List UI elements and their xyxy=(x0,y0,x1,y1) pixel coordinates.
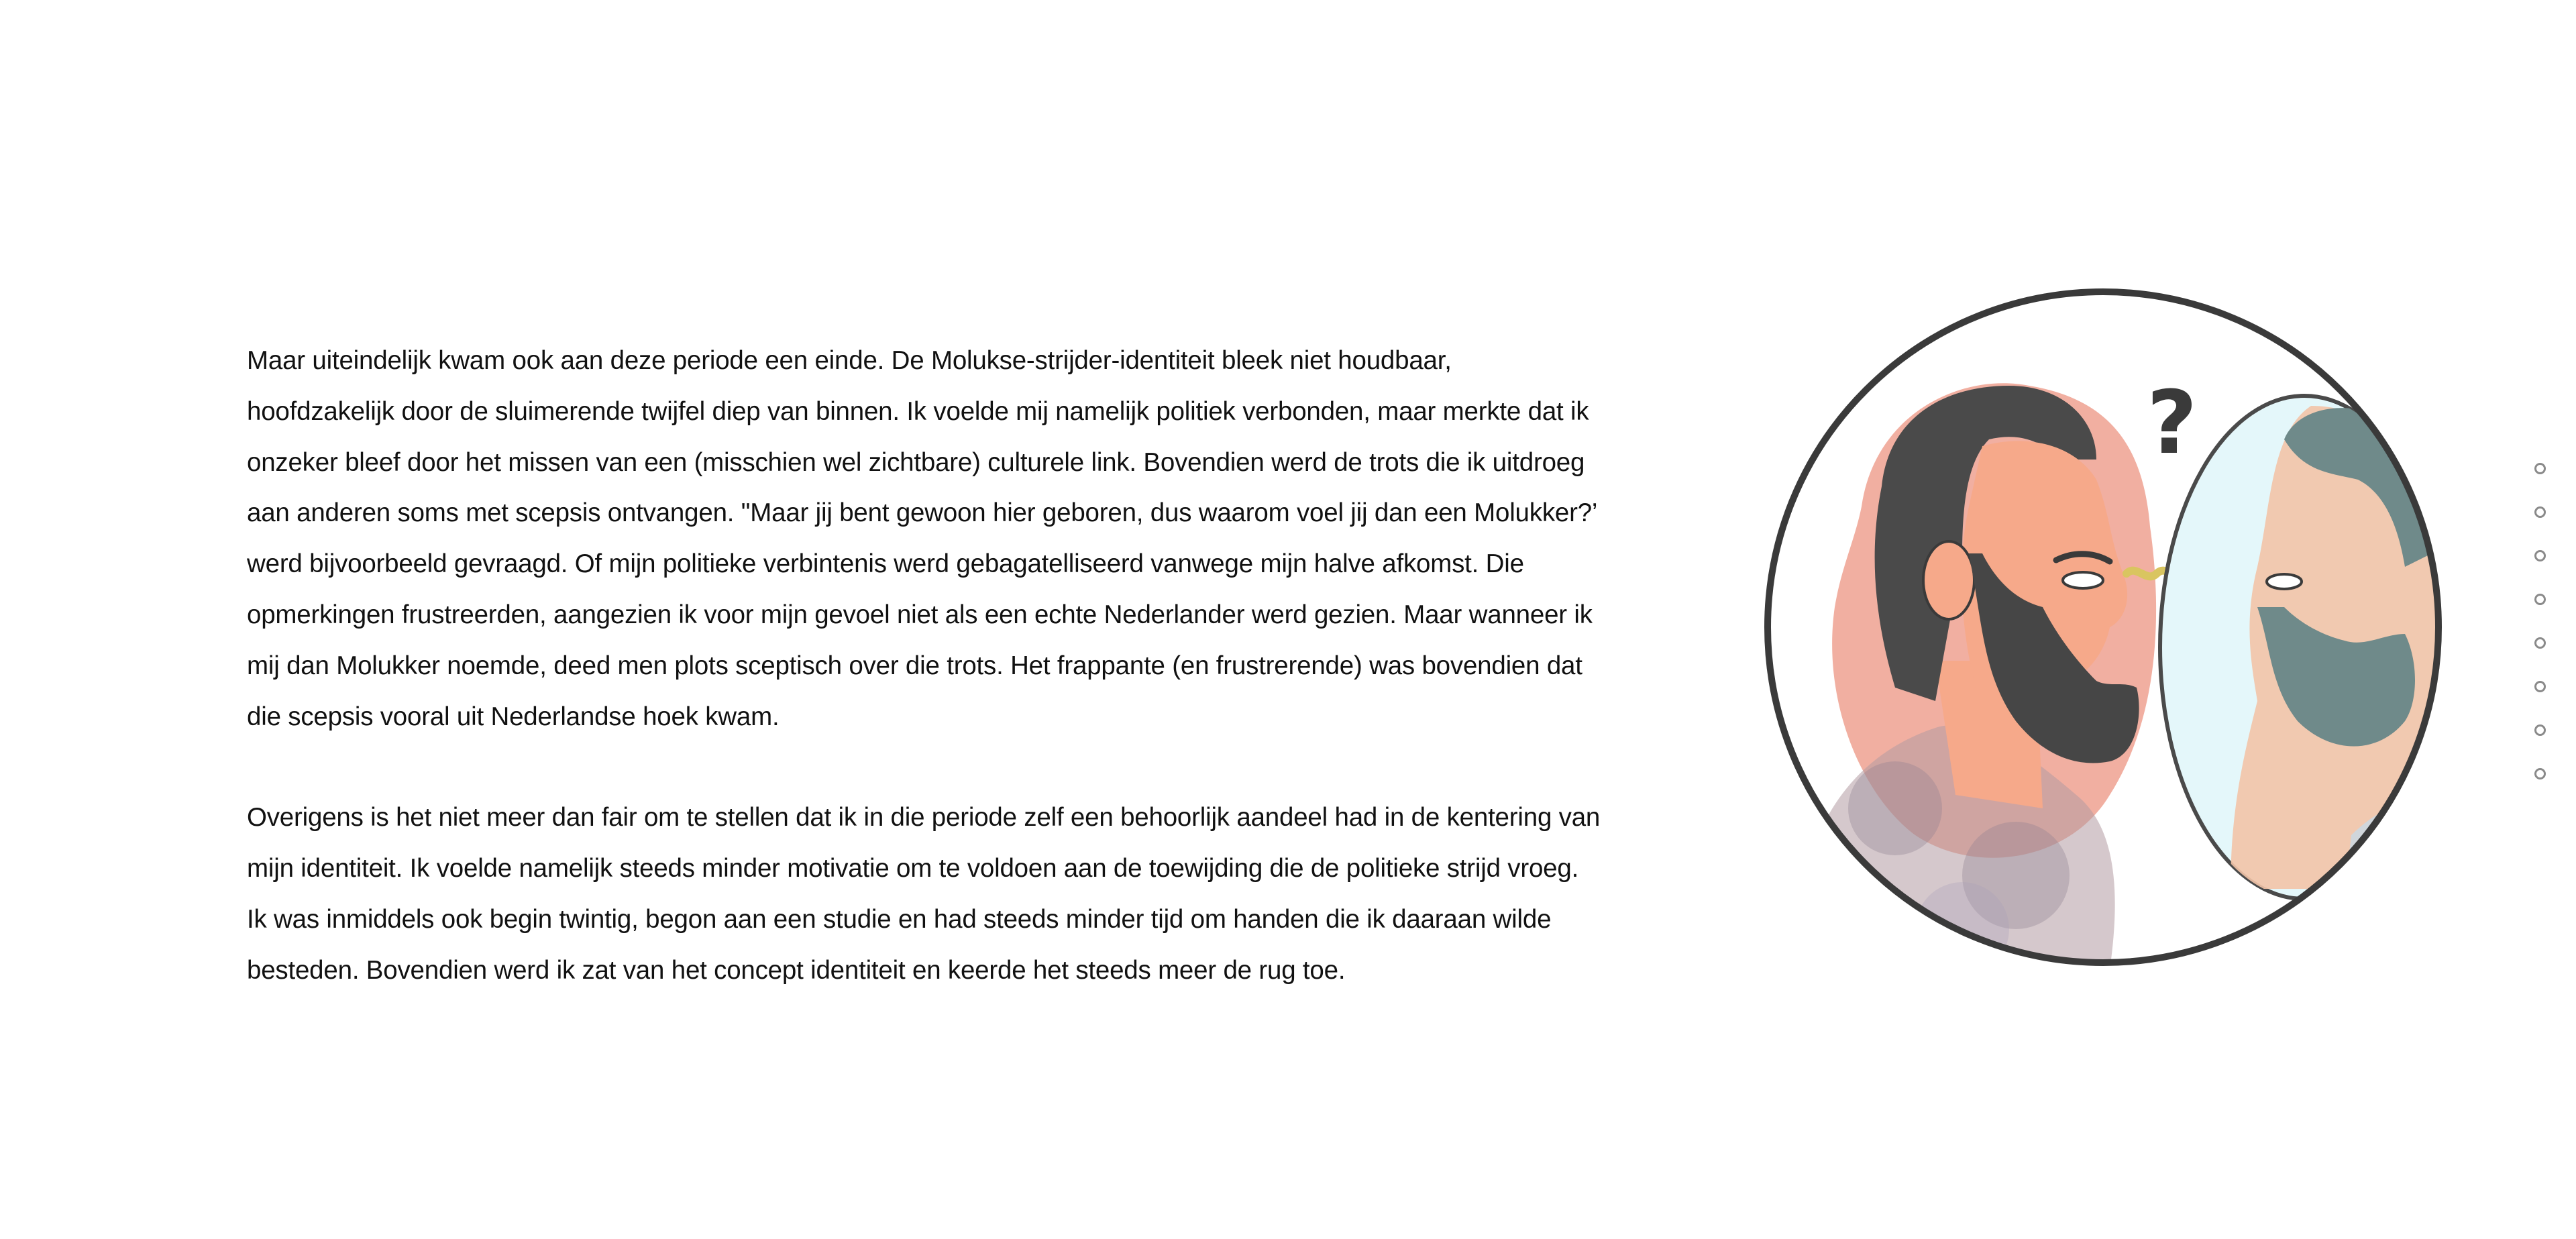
paragraph-line: Maar uiteindelijk kwam ook aan deze periode een einde. De Molukse-strijder-identiteit bleek niet houdbaar, xyxy=(247,346,1452,375)
section-dot-1[interactable] xyxy=(2534,463,2546,474)
paragraph-line: hoofdzakelijk door de sluimerende twijfel diep van binnen. Ik voelde mij namelijk politiek verbonden, maar merkte dat ik xyxy=(247,396,1589,426)
paragraph-line: mijn identiteit. Ik voelde namelijk steeds minder motivatie om te voldoen aan de toewijding die de politieke strijd vroeg. xyxy=(247,854,1579,883)
mirror-illustration-svg xyxy=(1761,285,2445,969)
section-dot-5[interactable] xyxy=(2534,637,2546,649)
section-dot-navigation xyxy=(2526,463,2553,779)
article-paragraph-1 xyxy=(247,335,1649,742)
section-dot-3[interactable] xyxy=(2534,550,2546,561)
paragraph-line: Overigens is het niet meer dan fair om te stellen dat ik in die periode zelf een behoorlijk aandeel had in de kentering van xyxy=(247,803,1601,832)
paragraph-line: aan anderen soms met scepsis ontvangen. "Maar jij bent gewoon hier geboren, dus waarom voel jij dan een Molukker?’ xyxy=(247,498,1598,528)
paragraph-line: opmerkingen frustreerden, aangezien ik voor mijn gevoel niet als een echte Nederlander werd gezien. Maar wanneer ik xyxy=(247,600,1593,629)
paragraph-line: besteden. Bovendien werd ik zat van het concept identiteit en keerde het steeds meer de rug toe. xyxy=(247,955,1346,985)
paragraph-line: die scepsis vooral uit Nederlandse hoek kwam. xyxy=(247,702,780,731)
section-dot-7[interactable] xyxy=(2534,724,2546,736)
paragraph-line: werd bijvoorbeeld gevraagd. Of mijn politieke verbintenis werd gebagatelliseerd vanwege mijn halve afkomst. Die xyxy=(247,549,1524,579)
article-body xyxy=(247,335,1649,996)
reflection-eye xyxy=(2267,574,2302,589)
ear-shape xyxy=(1923,541,1974,619)
eye-shape xyxy=(2063,572,2103,588)
paragraph-line: Ik was inmiddels ook begin twintig, begon aan een studie en had steeds minder tijd om handen die ik daaraan wilde xyxy=(247,904,1552,934)
paragraph-line: onzeker bleef door het missen van een (misschien wel zichtbare) culturele link. Bovendien werd de trots die ik uitdroeg xyxy=(247,447,1585,477)
shirt-shadow-blob xyxy=(1848,761,1942,855)
section-dot-6[interactable] xyxy=(2534,681,2546,692)
mirror-illustration xyxy=(1761,285,2445,969)
paragraph-line: mij dan Molukker noemde, deed men plots sceptisch over die trots. Het frappante (en frustrerende) was bovendien dat xyxy=(247,651,1582,680)
section-dot-8[interactable] xyxy=(2534,768,2546,779)
section-dot-2[interactable] xyxy=(2534,506,2546,518)
article-paragraph-2 xyxy=(247,792,1649,995)
question-mark-glyph: ? xyxy=(2147,372,2198,474)
section-dot-4[interactable] xyxy=(2534,594,2546,605)
